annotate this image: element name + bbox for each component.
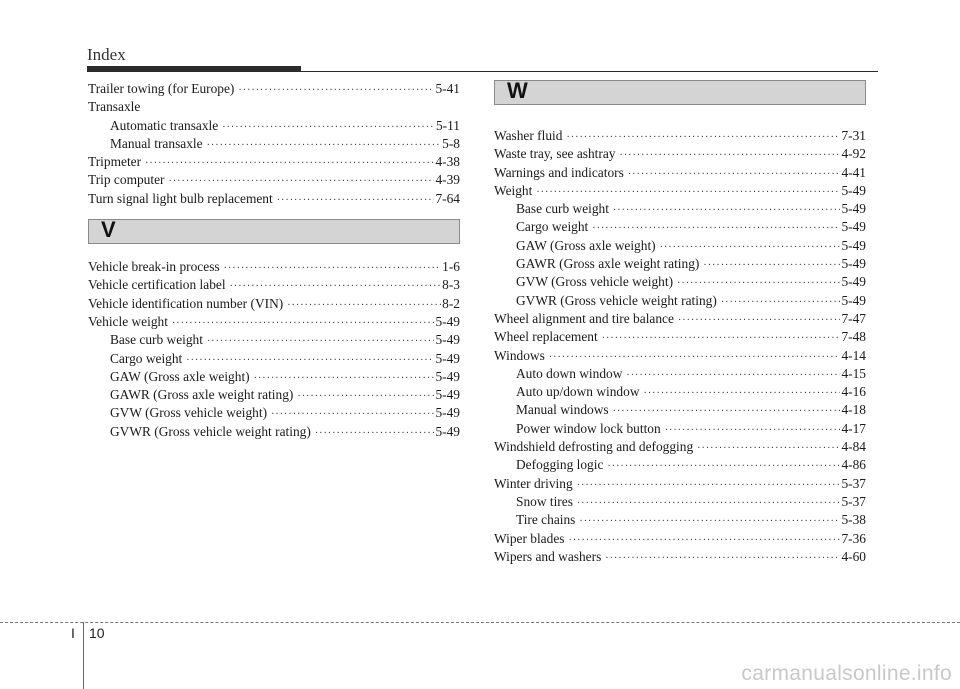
footer-dashed-rule bbox=[0, 622, 960, 623]
entry-label: Defogging logic bbox=[516, 457, 604, 473]
dot-leader bbox=[607, 462, 840, 472]
entry-page-ref: 4-14 bbox=[841, 347, 866, 363]
dot-leader bbox=[602, 334, 841, 344]
entry-page-ref: 5-49 bbox=[435, 405, 460, 421]
dot-leader bbox=[677, 279, 840, 289]
entry-label: GAW (Gross axle weight) bbox=[110, 368, 250, 384]
entry-page-ref: 5-49 bbox=[435, 332, 460, 348]
dot-leader bbox=[169, 177, 435, 187]
entry-page-ref: 4-41 bbox=[841, 164, 866, 180]
entry-page-ref: 7-31 bbox=[841, 128, 866, 143]
header-rule-thin bbox=[301, 71, 878, 72]
entry-label: Vehicle weight bbox=[88, 313, 168, 329]
dot-leader bbox=[697, 444, 840, 454]
index-subentry bbox=[494, 292, 866, 310]
dot-leader bbox=[626, 371, 840, 381]
entry-page-ref: 5-49 bbox=[435, 423, 460, 439]
page-title: Index bbox=[87, 45, 126, 64]
entry-label: GAW (Gross axle weight) bbox=[516, 237, 656, 253]
entry-page-ref: 4-60 bbox=[841, 548, 866, 564]
entry-page-ref: 5-8 bbox=[442, 135, 460, 151]
entry-page-ref: 5-49 bbox=[435, 313, 460, 329]
entry-label: GVW (Gross vehicle weight) bbox=[516, 274, 674, 290]
dot-leader bbox=[605, 554, 840, 564]
dot-leader bbox=[277, 196, 435, 206]
index-entry bbox=[494, 548, 866, 566]
index-subentry bbox=[88, 368, 460, 386]
index-entry bbox=[88, 153, 460, 171]
index-entry bbox=[494, 438, 866, 456]
entry-label: Transaxle bbox=[88, 99, 141, 115]
index-subentry bbox=[494, 493, 866, 511]
entry-page-ref: 5-41 bbox=[435, 81, 460, 96]
index-entry bbox=[494, 530, 866, 548]
entry-label: GVWR (Gross vehicle weight rating) bbox=[110, 423, 311, 439]
index-subentry bbox=[494, 218, 866, 236]
entry-page-ref: 7-36 bbox=[841, 530, 866, 546]
entry-label: Windshield defrosting and defogging bbox=[494, 439, 694, 455]
section-letter-v: V bbox=[101, 217, 116, 243]
index-entry bbox=[494, 164, 866, 182]
section-bar-w bbox=[494, 80, 866, 105]
entry-page-ref: 5-49 bbox=[841, 256, 866, 272]
watermark: carmanualsonline.info bbox=[741, 662, 952, 685]
entry-page-ref: 5-49 bbox=[841, 201, 866, 217]
index-list-t bbox=[88, 80, 460, 208]
entry-page-ref: 8-3 bbox=[442, 277, 460, 293]
entry-page-ref: 5-11 bbox=[435, 117, 460, 133]
entry-page-ref: 4-18 bbox=[841, 402, 866, 418]
entry-page-ref: 5-49 bbox=[841, 292, 866, 308]
dot-leader bbox=[665, 426, 841, 436]
index-entry bbox=[494, 127, 866, 145]
dot-leader bbox=[660, 243, 841, 253]
entry-label: Trailer towing (for Europe) bbox=[88, 81, 235, 96]
entry-page-ref: 5-37 bbox=[841, 475, 866, 491]
entry-page-ref: 5-49 bbox=[435, 368, 460, 384]
entry-page-ref: 4-39 bbox=[435, 172, 460, 188]
entry-page-ref: 4-38 bbox=[435, 154, 460, 170]
dot-leader bbox=[620, 151, 841, 161]
index-entry bbox=[88, 258, 460, 276]
index-subentry bbox=[88, 117, 460, 135]
entry-label: Vehicle break-in process bbox=[88, 259, 220, 275]
entry-label: Weight bbox=[494, 182, 533, 198]
entry-label: Vehicle certification label bbox=[88, 277, 226, 293]
index-subentry bbox=[494, 511, 866, 529]
entry-page-ref: 4-16 bbox=[841, 384, 866, 400]
dot-leader bbox=[613, 206, 840, 216]
entry-label: Vehicle identification number (VIN) bbox=[88, 295, 284, 311]
entry-page-ref: 7-47 bbox=[841, 310, 866, 326]
dot-leader bbox=[577, 481, 841, 491]
index-subentry bbox=[88, 386, 460, 404]
entry-label: Turn signal light bulb replacement bbox=[88, 190, 273, 206]
index-entry bbox=[494, 347, 866, 365]
dot-leader bbox=[721, 298, 841, 308]
dot-leader bbox=[315, 429, 435, 439]
dot-leader bbox=[628, 170, 841, 180]
dot-leader bbox=[678, 316, 841, 326]
entry-label: Wipers and washers bbox=[494, 548, 602, 564]
entry-page-ref: 8-2 bbox=[442, 295, 460, 311]
dot-leader bbox=[254, 374, 435, 384]
dot-leader bbox=[536, 188, 840, 198]
index-subentry bbox=[494, 237, 866, 255]
entry-page-ref: 5-49 bbox=[435, 387, 460, 403]
dot-leader bbox=[568, 536, 840, 546]
index-entry bbox=[494, 328, 866, 346]
entry-page-ref: 1-6 bbox=[442, 259, 460, 275]
index-subentry bbox=[494, 401, 866, 419]
dot-leader bbox=[644, 389, 841, 399]
dot-leader bbox=[703, 261, 840, 271]
index-subentry bbox=[88, 331, 460, 349]
dot-leader bbox=[592, 224, 840, 234]
dot-leader bbox=[207, 337, 434, 347]
index-column-right bbox=[494, 80, 866, 566]
entry-page-ref: 5-49 bbox=[841, 219, 866, 235]
entry-label: Washer fluid bbox=[494, 128, 563, 143]
entry-label: Auto down window bbox=[516, 365, 623, 381]
index-entry bbox=[494, 475, 866, 493]
index-subentry bbox=[494, 383, 866, 401]
entry-label: Windows bbox=[494, 347, 545, 363]
entry-page-ref: 5-49 bbox=[435, 350, 460, 366]
section-letter-w: W bbox=[507, 78, 528, 103]
index-list-v bbox=[88, 258, 460, 441]
entry-label: Automatic transaxle bbox=[110, 117, 219, 133]
index-list-w bbox=[494, 127, 866, 566]
entry-page-ref: 4-17 bbox=[841, 420, 866, 436]
entry-label: Waste tray, see ashtray bbox=[494, 146, 616, 162]
entry-label: Manual windows bbox=[516, 402, 609, 418]
dot-leader bbox=[566, 133, 840, 143]
index-entry bbox=[494, 310, 866, 328]
entry-label: Base curb weight bbox=[110, 332, 203, 348]
entry-page-ref: 5-38 bbox=[841, 512, 866, 528]
entry-label: Wiper blades bbox=[494, 530, 565, 546]
index-entry bbox=[88, 171, 460, 189]
footer-section-letter: I bbox=[71, 625, 75, 641]
entry-label: Snow tires bbox=[516, 493, 573, 509]
entry-page-ref: 5-37 bbox=[841, 493, 866, 509]
index-column-left bbox=[88, 80, 460, 441]
entry-label: Tripmeter bbox=[88, 154, 142, 170]
entry-label: Base curb weight bbox=[516, 201, 609, 217]
index-subentry bbox=[494, 456, 866, 474]
entry-page-ref: 5-49 bbox=[841, 274, 866, 290]
dot-leader bbox=[297, 392, 434, 402]
footer-page-number: 10 bbox=[89, 625, 105, 641]
dot-leader bbox=[207, 141, 442, 151]
entry-page-ref: 5-49 bbox=[841, 182, 866, 198]
footer-vertical-rule bbox=[83, 622, 84, 689]
entry-label: Warnings and indicators bbox=[494, 164, 624, 180]
entry-label: Wheel replacement bbox=[494, 329, 598, 345]
entry-page-ref: 7-64 bbox=[435, 190, 460, 206]
dot-leader bbox=[579, 517, 840, 527]
entry-page-ref: 4-84 bbox=[841, 439, 866, 455]
index-entry bbox=[494, 145, 866, 163]
entry-label: GAWR (Gross axle weight rating) bbox=[516, 256, 700, 272]
entry-label: Tire chains bbox=[516, 512, 576, 528]
index-subentry bbox=[88, 135, 460, 153]
entry-label: Manual transaxle bbox=[110, 135, 203, 151]
dot-leader bbox=[613, 407, 841, 417]
index-entry bbox=[88, 313, 460, 331]
dot-leader bbox=[238, 86, 434, 96]
entry-label: Power window lock button bbox=[516, 420, 661, 436]
entry-label: Winter driving bbox=[494, 475, 573, 491]
dot-leader bbox=[271, 410, 434, 420]
dot-leader bbox=[186, 356, 434, 366]
index-entry bbox=[88, 98, 460, 116]
index-subentry bbox=[494, 420, 866, 438]
entry-page-ref: 4-92 bbox=[841, 146, 866, 162]
index-subentry bbox=[494, 273, 866, 291]
entry-label: Wheel alignment and tire balance bbox=[494, 310, 674, 326]
index-entry bbox=[88, 190, 460, 208]
entry-page-ref: 7-48 bbox=[841, 329, 866, 345]
entry-label: GVWR (Gross vehicle weight rating) bbox=[516, 292, 717, 308]
index-subentry bbox=[494, 255, 866, 273]
entry-label: GVW (Gross vehicle weight) bbox=[110, 405, 268, 421]
entry-label: Auto up/down window bbox=[516, 384, 640, 400]
index-subentry bbox=[88, 350, 460, 368]
index-entry bbox=[88, 276, 460, 294]
index-subentry bbox=[494, 200, 866, 218]
index-subentry bbox=[88, 404, 460, 422]
dot-leader bbox=[549, 353, 841, 363]
section-bar-v bbox=[88, 219, 460, 244]
entry-label: Trip computer bbox=[88, 172, 165, 188]
dot-leader bbox=[172, 319, 435, 329]
entry-page-ref: 4-15 bbox=[841, 365, 866, 381]
index-entry bbox=[88, 80, 460, 98]
entry-label: Cargo weight bbox=[516, 219, 589, 235]
index-subentry bbox=[88, 423, 460, 441]
dot-leader bbox=[230, 282, 442, 292]
entry-page-ref: 5-49 bbox=[841, 237, 866, 253]
entry-page-ref: 4-86 bbox=[841, 457, 866, 473]
dot-leader bbox=[287, 301, 441, 311]
index-subentry bbox=[494, 365, 866, 383]
dot-leader bbox=[222, 123, 435, 133]
entry-label: Cargo weight bbox=[110, 350, 183, 366]
entry-label: GAWR (Gross axle weight rating) bbox=[110, 387, 294, 403]
index-entry bbox=[494, 182, 866, 200]
header-rule-thick bbox=[87, 66, 301, 72]
index-entry bbox=[88, 295, 460, 313]
dot-leader bbox=[224, 264, 442, 274]
dot-leader bbox=[577, 499, 841, 509]
dot-leader bbox=[145, 159, 434, 169]
